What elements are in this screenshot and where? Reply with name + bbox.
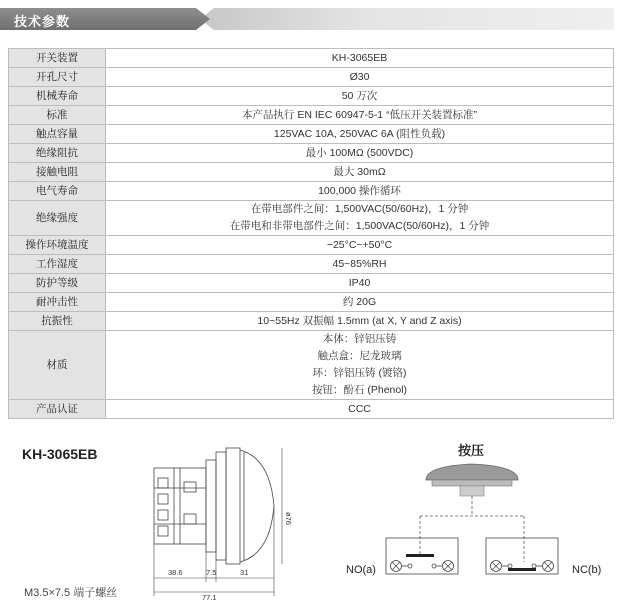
spec-row: [9, 144, 614, 163]
spec-value-line: 环：锌铝压铸 (镀铬): [312, 367, 407, 379]
spec-label: 开孔尺寸: [9, 68, 106, 87]
spec-label: 触点容量: [9, 125, 106, 144]
spec-row: [9, 49, 614, 68]
spec-value: [106, 274, 614, 293]
spec-label: 耐冲击性: [9, 293, 106, 312]
spec-value: [106, 163, 614, 182]
terminal-screw-caption: M3.5×7.5 端子螺丝: [24, 587, 118, 599]
spec-label: 操作环境温度: [9, 236, 106, 255]
spec-row: [9, 201, 614, 236]
spec-label: 材质: [9, 331, 106, 400]
dimension-drawing: [140, 438, 293, 604]
spec-row: [9, 125, 614, 144]
spec-row: [9, 182, 614, 201]
spec-label: 工作湿度: [9, 255, 106, 274]
spec-value-line: 按钮：酚石 (Phenol): [311, 384, 408, 396]
spec-value: [106, 144, 614, 163]
spec-value: [106, 293, 614, 312]
dim-b: 7.5: [206, 568, 217, 577]
contact-schematic: [372, 456, 602, 588]
spec-value-line: CCC: [348, 402, 371, 415]
spec-value-line: 触点盒：尼龙玻璃: [317, 350, 402, 362]
spec-value-line: 最小 100MΩ (500VDC): [305, 146, 414, 159]
spec-value: [106, 312, 614, 331]
spec-value-line: 在带电部件之间：1,500VAC(50/60Hz)，1 分钟: [250, 203, 469, 215]
section-header: [0, 8, 614, 30]
spec-table: [8, 48, 614, 419]
spec-row: [9, 163, 614, 182]
spec-value: [106, 331, 614, 400]
spec-value-line: 在带电和非带电部件之间：1,500VAC(50/60Hz)，1 分钟: [229, 220, 490, 232]
spec-value: [106, 236, 614, 255]
spec-value-line: 45~85%RH: [332, 257, 387, 270]
spec-value: [106, 201, 614, 236]
spec-label: 防护等级: [9, 274, 106, 293]
spec-value-line: IP40: [348, 276, 371, 289]
spec-label: 产品认证: [9, 400, 106, 419]
spec-row: [9, 293, 614, 312]
spec-value-line: −25°C~+50°C: [326, 238, 393, 251]
spec-value-line: 100,000 操作循环: [318, 184, 401, 197]
header-band-light: [200, 8, 614, 30]
nc-contact-label: NC(b): [572, 564, 602, 576]
spec-row: [9, 236, 614, 255]
model-label: KH-3065EB: [22, 446, 98, 462]
spec-value-line: KH-3065EB: [331, 51, 388, 64]
spec-value: [106, 68, 614, 87]
spec-label: 绝缘阻抗: [9, 144, 106, 163]
spec-value: [106, 49, 614, 68]
spec-row: [9, 274, 614, 293]
spec-row: [9, 331, 614, 400]
spec-label: 抗振性: [9, 312, 106, 331]
spec-label: 电气寿命: [9, 182, 106, 201]
spec-value: [106, 400, 614, 419]
spec-row: [9, 255, 614, 274]
dim-diameter: ø76: [284, 512, 293, 525]
dim-a: 38.6: [168, 568, 183, 577]
spec-value-line: 本体：锌铝压铸: [322, 333, 397, 345]
spec-value-line: 最大 30mΩ: [333, 165, 386, 178]
spec-label: 开关装置: [9, 49, 106, 68]
spec-row: [9, 87, 614, 106]
spec-value-line: 约 20G: [342, 295, 377, 308]
section-title: 技术参数: [14, 14, 71, 29]
spec-value-line: 50 万次: [341, 89, 378, 102]
spec-label: 接触电阻: [9, 163, 106, 182]
spec-value-line: 本产品执行 EN IEC 60947-5-1 “低压开关装置标准”: [241, 108, 478, 121]
spec-value: [106, 125, 614, 144]
dim-c: 31: [240, 568, 249, 577]
spec-value: [106, 182, 614, 201]
spec-value: [106, 106, 614, 125]
spec-value: [106, 255, 614, 274]
spec-row: [9, 312, 614, 331]
spec-row: [9, 68, 614, 87]
spec-label: 标准: [9, 106, 106, 125]
spec-row: [9, 106, 614, 125]
spec-row: [9, 400, 614, 419]
no-contact-label: NO(a): [346, 564, 376, 576]
spec-value: [106, 87, 614, 106]
press-title: 按压: [458, 443, 485, 458]
spec-value-line: 10~55Hz 双振幅 1.5mm (at X, Y and Z axis): [257, 314, 462, 327]
spec-value-line: Ø30: [349, 70, 370, 83]
spec-label: 机械寿命: [9, 87, 106, 106]
spec-value-line: 125VAC 10A, 250VAC 6A (阻性负载): [273, 127, 446, 140]
spec-label: 绝缘强度: [9, 201, 106, 236]
dim-total: 77.1: [202, 593, 217, 602]
